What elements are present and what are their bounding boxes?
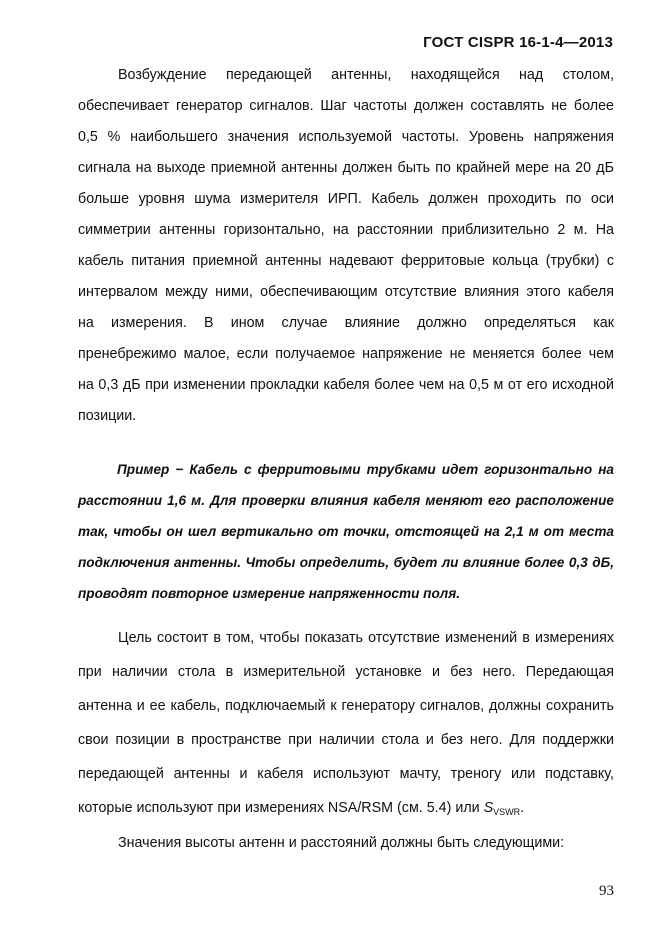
- paragraph-line: на 0,3 дБ при изменении прокладки кабеля более чем на 0,5 м от его исходной: [78, 377, 614, 393]
- paragraph-line: 0,5 % наибольшего значения используемой частоты. Уровень напряжения: [78, 129, 614, 145]
- paragraph-line: Цель состоит в том, чтобы показать отсутствие изменений в измерениях: [118, 630, 614, 646]
- paragraph-line: Возбуждение передающей антенны, находящейся над столом,: [118, 67, 614, 83]
- example-line: расстоянии 1,6 м. Для проверки влияния кабеля меняют его расположение: [78, 493, 614, 508]
- paragraph-line: при наличии стола в измерительной установке и без него. Передающая: [78, 664, 614, 680]
- s-vswr-subscript: VSWR: [493, 807, 521, 817]
- line-tail: .: [520, 800, 525, 816]
- line-text: которые используют при измерениях NSA/RSM (см. 5.4) или: [78, 800, 484, 816]
- paragraph-line: обеспечивает генератор сигналов. Шаг частоты должен составлять не более: [78, 98, 614, 114]
- s-vswr-symbol: S: [483, 800, 494, 816]
- example-line: так, чтобы он шел вертикально от точки, отстоящей на 2,1 м от места: [78, 524, 614, 539]
- paragraph-line: сигнала на выходе приемной антенны должен быть по крайней мере на 20 дБ: [78, 160, 614, 176]
- example-line: Пример − Кабель с ферритовыми трубками идет горизонтально на: [117, 462, 614, 477]
- paragraph-line: больше уровня шума измерителя ИРП. Кабель должен проходить по оси: [78, 191, 614, 207]
- paragraph-line: позиции.: [78, 408, 137, 424]
- example-line: проводят повторное измерение напряженности поля.: [78, 586, 461, 601]
- example-line: подключения антенны. Чтобы определить, будет ли влияние более 0,3 дБ,: [78, 555, 614, 570]
- paragraph-line: симметрии антенны горизонтально, на расстоянии приблизительно 2 м. На: [78, 222, 614, 238]
- paragraph-line: интервалом между ними, обеспечивающим отсутствие влияния этого кабеля: [78, 284, 614, 300]
- paragraph-line: передающей антенны и кабеля используют мачту, треногу или подставку,: [78, 766, 614, 782]
- document-header: ГОСТ CISPR 16-1-4—2013: [423, 34, 613, 51]
- paragraph-line: Значения высоты антенн и расстояний должны быть следующими:: [118, 835, 565, 851]
- paragraph-line: кабель питания приемной антенны надевают ферритовые кольца (трубки) с: [78, 253, 614, 269]
- paragraph-line: [78, 798, 614, 818]
- page-number: 93: [599, 883, 614, 899]
- paragraph-line: антенна и ее кабель, подключаемый к генератору сигналов, должны сохранить: [78, 698, 614, 714]
- paragraph-line: на измерения. В ином случае влияние должно определяться как: [78, 315, 614, 331]
- paragraph-line: пренебрежимо малое, если получаемое напряжение не меняется более чем: [78, 346, 614, 362]
- paragraph-line: свои позиции в пространстве при наличии стола и без него. Для поддержки: [78, 732, 614, 748]
